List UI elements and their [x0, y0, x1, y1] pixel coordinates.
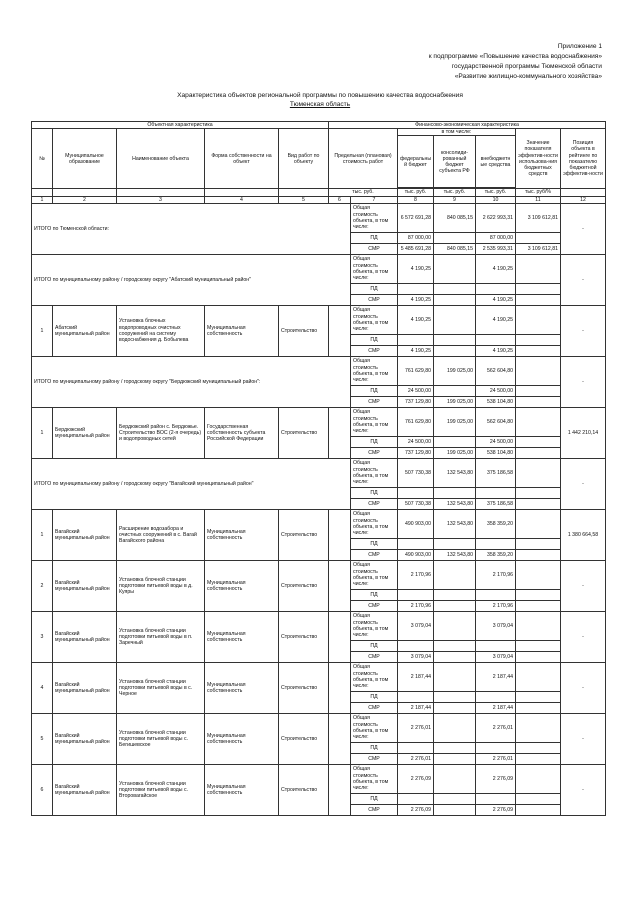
amount-cell: [476, 334, 516, 345]
amount-cell: [516, 254, 561, 283]
cost-label: Общая стоимость объекта, в том числе:: [351, 305, 398, 334]
object-name: Бердюжский район с. Бердюжье. Строительство ВОС (2-я очередь) и водопроводных сетей: [117, 407, 205, 458]
object-name: Установка блочных водопроводных очистных сооружений на систему водоснабжения д. Бобылева: [117, 305, 205, 356]
col-number: 11: [516, 196, 561, 203]
amount-cell: 737 129,80: [398, 447, 434, 458]
amount-cell: [398, 640, 434, 651]
amount-cell: [434, 742, 476, 753]
amount-cell: 358 359,20: [476, 549, 516, 560]
col-number: 5: [279, 196, 329, 203]
smr-label: СМР: [351, 549, 398, 560]
pd-label: ПД: [351, 283, 398, 294]
col-number: 3: [117, 196, 205, 203]
amount-cell: [516, 283, 561, 294]
col-number: 10: [476, 196, 516, 203]
object-number: 3: [32, 611, 53, 662]
header-rank: Позиция объекта в рейтинге по показателю бюджетной эффектив-ности: [561, 129, 606, 189]
header-total-cost: Предельная (плановая) стоимость работ: [329, 129, 398, 189]
smr-label: СМР: [351, 447, 398, 458]
amount-cell: 132 543,80: [434, 549, 476, 560]
object-ownership: Муниципальная собственность: [205, 560, 279, 611]
amount-cell: [434, 560, 476, 589]
amount-cell: [434, 334, 476, 345]
object-work-type: Строительство: [279, 662, 329, 713]
amount-cell: [434, 662, 476, 691]
unit-cell: тыс. руб.: [398, 189, 434, 196]
amount-cell: [516, 742, 561, 753]
amount-cell: 562 604,80: [476, 407, 516, 436]
object-name: Установка блочной станции подготовки питьевой воды с. Второвагайское: [117, 764, 205, 815]
section-total-title: ИТОГО по муниципальному району / городскому округу "Вагайский муниципальный район": [32, 458, 329, 509]
amount-cell: [516, 611, 561, 640]
amount-cell: [516, 702, 561, 713]
amount-cell: 761 629,80: [398, 356, 434, 385]
pd-label: ПД: [351, 640, 398, 651]
amount-cell: 2 276,01: [476, 753, 516, 764]
amount-cell: [434, 764, 476, 793]
pd-label: ПД: [351, 487, 398, 498]
object-work-type: Строительство: [279, 764, 329, 815]
amount-cell: 840 085,15: [434, 243, 476, 254]
amount-cell: [398, 283, 434, 294]
col-number: 6: [329, 196, 351, 203]
amount-cell: [476, 793, 516, 804]
amount-cell: [434, 345, 476, 356]
amount-cell: [398, 793, 434, 804]
col-number: 8: [398, 196, 434, 203]
amount-cell: 24 500,00: [476, 385, 516, 396]
header-object-name: Наименование объекта: [117, 129, 205, 189]
pd-label: ПД: [351, 232, 398, 243]
col-number: 4: [205, 196, 279, 203]
object-ownership: Муниципальная собственность: [205, 509, 279, 560]
object-name: Установка блочной станции подготовки питьевой воды с. Бегишевское: [117, 713, 205, 764]
amount-cell: [434, 611, 476, 640]
amount-cell: 132 543,80: [434, 458, 476, 487]
amount-cell: [434, 305, 476, 334]
amount-cell: 199 025,00: [434, 407, 476, 436]
header-object-char: Объектная характеристика: [32, 122, 329, 129]
amount-cell: [434, 804, 476, 815]
col-number: 1: [32, 196, 53, 203]
amount-cell: [516, 549, 561, 560]
object-name: Установка блочной станции подготовки питьевой воды в д. Куяры: [117, 560, 205, 611]
amount-cell: [516, 294, 561, 305]
header-work-type: Вид работ по объекту: [279, 129, 329, 189]
amount-cell: [434, 753, 476, 764]
appendix-line: к подпрограмме «Повышение качества водоснабжения»: [428, 53, 602, 60]
amount-cell: [434, 793, 476, 804]
amount-cell: 2 276,09: [398, 804, 434, 815]
amount-cell: 132 543,80: [434, 498, 476, 509]
object-indicator: -: [561, 662, 606, 713]
smr-label: СМР: [351, 600, 398, 611]
amount-cell: 2 535 993,31: [476, 243, 516, 254]
col-number: 12: [561, 196, 606, 203]
object-municipality: Вагайский муниципальный район: [53, 611, 117, 662]
amount-cell: 562 604,80: [476, 356, 516, 385]
amount-cell: 507 730,38: [398, 458, 434, 487]
amount-cell: 761 629,80: [398, 407, 434, 436]
amount-cell: [516, 509, 561, 538]
object-number: 4: [32, 662, 53, 713]
amount-cell: [476, 538, 516, 549]
amount-cell: 4 190,25: [398, 345, 434, 356]
object-ownership: Муниципальная собственность: [205, 611, 279, 662]
amount-cell: 490 903,00: [398, 549, 434, 560]
amount-cell: 3 079,04: [476, 611, 516, 640]
amount-cell: 2 170,96: [476, 600, 516, 611]
amount-cell: [516, 764, 561, 793]
amount-cell: 2 170,96: [398, 600, 434, 611]
col-number: 2: [53, 196, 117, 203]
amount-cell: [476, 283, 516, 294]
appendix-line: «Развитие жилищно-коммунального хозяйства»: [454, 73, 602, 80]
header-ownership: Форма собственности на объект: [205, 129, 279, 189]
pd-label: ПД: [351, 385, 398, 396]
amount-cell: 3 079,04: [398, 651, 434, 662]
object-ownership: Муниципальная собственность: [205, 713, 279, 764]
amount-cell: [516, 793, 561, 804]
cost-label: Общая стоимость объекта, в том числе:: [351, 662, 398, 691]
amount-cell: [434, 436, 476, 447]
amount-cell: 2 187,44: [476, 702, 516, 713]
amount-cell: 4 190,25: [398, 305, 434, 334]
object-number: 1: [32, 407, 53, 458]
amount-cell: 737 129,80: [398, 396, 434, 407]
object-work-type: Строительство: [279, 560, 329, 611]
cost-label: Общая стоимость объекта, в том числе:: [351, 509, 398, 538]
amount-cell: [516, 589, 561, 600]
object-municipality: Вагайский муниципальный район: [53, 662, 117, 713]
amount-cell: 3 109 612,81: [516, 203, 561, 232]
amount-cell: [434, 691, 476, 702]
object-ownership: Государственная собственность субъекта Российской Федерации: [205, 407, 279, 458]
section-total-title: ИТОГО по Тюменской области:: [32, 203, 329, 254]
amount-cell: [476, 487, 516, 498]
object-work-type: Строительство: [279, 611, 329, 662]
object-indicator: -: [561, 764, 606, 815]
amount-cell: [516, 487, 561, 498]
amount-cell: 3 079,04: [398, 611, 434, 640]
cost-label: Общая стоимость объекта, в том числе:: [351, 560, 398, 589]
amount-cell: 87 000,00: [476, 232, 516, 243]
object-municipality: Абатский муниципальный район: [53, 305, 117, 356]
amount-cell: [398, 742, 434, 753]
amount-cell: 2 276,09: [476, 764, 516, 793]
amount-cell: 24 500,00: [398, 385, 434, 396]
object-number: 5: [32, 713, 53, 764]
header-extrabudget: внебюджетн ые средства: [476, 136, 516, 188]
amount-cell: [516, 447, 561, 458]
amount-cell: 2 187,44: [398, 662, 434, 691]
unit-cell: тыс. руб.: [434, 189, 476, 196]
amount-cell: [398, 334, 434, 345]
objects-table: Объектная характеристика Финансово-экономическая характеристика № Муниципальное образование Наименование объекта Форма собственности на объект Вид работ по объекту Предельная (плановая) стоимость работ в том числе: Значение показателя эффектив-ности использова-ния бюджетных средств Позиция объекта в рейтинге по показателю бюджетной эффектив-ности федеральны й бюджет консолиди-рованный бюджет субъекта РФ внебюджетн ые средства тыс. руб. тыс. руб. тыс. руб. тыс. руб. тыс. руб/% 1 2 3 4 5 6 7 8 9 10 11 12 ИТОГО по Тюменской области: Общая стоимость объекта, в том числе: 6 572 691,28 840 085,15 2 622 993,31 3 109 612,81 - ПД 87 000,00 87 000,00 СМР 5 485 691,28 840 085,15 2 535 993,31 3 109 612,81 ИТОГО по муниципальному району / городскому округу "Абатский муниципальный район" Общая стоимость объекта, в том числе: 4 190,25 4 190,25 - ПД СМР 4 190,25 4 190,25 1 Абатский муниципальный район Установка блочных водопроводных очистных сооружений на систему водоснабжения д. Бобылева Муниципальная собственность Строительство Общая стоимость объекта, в том числе: 4 190,25 4 190,25 - ПД СМР 4 190,25 4 190,25 ИТОГО по муниципальному району / городскому округу "Бердюжский муниципальный район": Общая стоимость объекта, в том числе: 761 629,80 199 025,00 562 604,80 - ПД 24 500,00 24 500,00 СМР 737 129,80 199 025,00 538 104,80 1 Бердюжский муниципальный район Бердюжский район с. Бердюжье. Строительство ВОС (2-я очередь) и водопроводных сетей Государственная собственность субъекта Российской Федерации Строительство Общая стоимость объекта, в том числе: 761 629,80 199 025,00 562 604,80 1 442 210,14 ПД 24 500,00 24 500,00 СМР 737 129,80 199 025,00 538 104,80 ИТОГО по муниципальному району / городскому округу "Вагайский муниципальный район" Общая стоимость объекта, в том числе: 507 730,38 132 543,80 375 186,58 - ПД СМР 507 730,38 132 543,80 375 186,58 1 Вагайский муниципальный район Расширение водозабора и очистных сооружений в с. Вагай Вагайского района Муниципальная собственность Строительство Общая стоимость объекта, в том числе: 490 903,00 132 543,80 358 359,20 1 380 664,58 ПД СМР 490 903,00 132 543,80 358 359,20 2 Вагайский муниципальный район Установка блочной станции подготовки питьевой воды в д. Куяры Муниципальная собственность Строительство Общая стоимость объекта, в том числе: 2 170,96 2 170,96 - ПД СМР 2 170,96 2 170,96 3 Вагайский муниципальный район Установка блочной станции подготовки питьевой воды в п. Заречный Муниципальная собственность Строительство Общая стоимость объекта, в том числе: 3 079,04 3 079,04 - ПД СМР 3 079,04 3 079,04 4 Вагайский муниципальный район Установка блочной станции подготовки питьевой воды в с. Черное Муниципальная собственность Строительство Общая стоимость объекта, в том числе: 2 187,44 2 187,44 - ПД СМР 2 187,44 2 187,44 5 Вагайский муниципальный район Установка блочной станции подготовки питьевой воды с. Бегишевское Муниципальная собственность Строительство Общая стоимость объекта, в том числе: 2 276,01 2 276,01 - ПД СМР 2 276,01 2 276,01 6 Вагайский муниципальный район Установка блочной станции подготовки питьевой воды с. Второвагайское Муниципальная собственность Строительство Общая стоимость объекта, в том числе: 2 276,09 2 276,09 - ПД СМР 2 276,09 2 276,09: [31, 121, 606, 816]
smr-label: СМР: [351, 243, 398, 254]
object-name: Расширение водозабора и очистных сооружений в с. Вагай Вагайского района: [117, 509, 205, 560]
amount-cell: [434, 254, 476, 283]
cost-label: Общая стоимость объекта, в том числе:: [351, 407, 398, 436]
amount-cell: 87 000,00: [398, 232, 434, 243]
cost-label: Общая стоимость объекта, в том числе:: [351, 254, 398, 283]
amount-cell: [434, 713, 476, 742]
amount-cell: [516, 458, 561, 487]
object-indicator: -: [561, 713, 606, 764]
object-name: Установка блочной станции подготовки питьевой воды в с. Черное: [117, 662, 205, 713]
amount-cell: [398, 487, 434, 498]
unit-cell: тыс. руб/%: [516, 189, 561, 196]
amount-cell: [434, 589, 476, 600]
amount-cell: [476, 640, 516, 651]
amount-cell: [434, 487, 476, 498]
amount-cell: 199 025,00: [434, 447, 476, 458]
object-number: 1: [32, 305, 53, 356]
amount-cell: 2 170,96: [476, 560, 516, 589]
amount-cell: 6 572 691,28: [398, 203, 434, 232]
amount-cell: 2 170,96: [398, 560, 434, 589]
pd-label: ПД: [351, 742, 398, 753]
header-federal: федеральны й бюджет: [398, 136, 434, 188]
amount-cell: 2 187,44: [476, 662, 516, 691]
amount-cell: 840 085,15: [434, 203, 476, 232]
amount-cell: [516, 691, 561, 702]
smr-label: СМР: [351, 396, 398, 407]
smr-label: СМР: [351, 753, 398, 764]
document-title: [0, 91, 640, 109]
amount-cell: 2 622 993,31: [476, 203, 516, 232]
amount-cell: 24 500,00: [398, 436, 434, 447]
section-total-title: ИТОГО по муниципальному району / городскому округу "Абатский муниципальный район": [32, 254, 329, 305]
smr-label: СМР: [351, 498, 398, 509]
col-number: 7: [351, 196, 398, 203]
object-municipality: Вагайский муниципальный район: [53, 713, 117, 764]
amount-cell: [476, 589, 516, 600]
amount-cell: [434, 294, 476, 305]
amount-cell: [434, 385, 476, 396]
appendix-block: [429, 42, 602, 82]
amount-cell: 4 190,25: [476, 345, 516, 356]
amount-cell: [434, 232, 476, 243]
object-ownership: Муниципальная собственность: [205, 305, 279, 356]
amount-cell: 358 359,20: [476, 509, 516, 538]
amount-cell: [476, 691, 516, 702]
amount-cell: 2 276,01: [398, 713, 434, 742]
header-indicator: Значение показателя эффектив-ности использова-ния бюджетных средств: [516, 129, 561, 189]
smr-label: СМР: [351, 345, 398, 356]
amount-cell: [516, 651, 561, 662]
title-region: Тюменская область: [289, 101, 351, 108]
object-indicator: -: [561, 611, 606, 662]
amount-cell: 199 025,00: [434, 356, 476, 385]
object-indicator: -: [561, 560, 606, 611]
object-ownership: Муниципальная собственность: [205, 662, 279, 713]
smr-label: СМР: [351, 702, 398, 713]
object-name: Установка блочной станции подготовки питьевой воды в п. Заречный: [117, 611, 205, 662]
amount-cell: [476, 742, 516, 753]
amount-cell: [398, 538, 434, 549]
object-indicator: 1 442 210,14: [561, 407, 606, 458]
amount-cell: [434, 283, 476, 294]
amount-cell: [516, 560, 561, 589]
amount-cell: [516, 538, 561, 549]
amount-cell: 4 190,25: [398, 254, 434, 283]
amount-cell: 507 730,38: [398, 498, 434, 509]
column-numbers-row: [32, 196, 606, 203]
cost-label: Общая стоимость объекта, в том числе:: [351, 458, 398, 487]
smr-label: СМР: [351, 294, 398, 305]
amount-cell: [516, 345, 561, 356]
object-indicator: 1 380 664,58: [561, 509, 606, 560]
amount-cell: [516, 334, 561, 345]
amount-cell: 4 190,25: [476, 305, 516, 334]
amount-cell: 5 485 691,28: [398, 243, 434, 254]
appendix-line: Приложение 1: [557, 43, 602, 50]
amount-cell: [516, 407, 561, 436]
amount-cell: [434, 702, 476, 713]
amount-cell: [398, 691, 434, 702]
amount-cell: 2 276,01: [398, 753, 434, 764]
amount-cell: 490 903,00: [398, 509, 434, 538]
amount-cell: [516, 436, 561, 447]
amount-cell: [434, 600, 476, 611]
amount-cell: [516, 600, 561, 611]
object-indicator: -: [561, 305, 606, 356]
amount-cell: [516, 396, 561, 407]
pd-label: ПД: [351, 589, 398, 600]
amount-cell: [516, 753, 561, 764]
object-municipality: Вагайский муниципальный район: [53, 560, 117, 611]
object-number: 1: [32, 509, 53, 560]
amount-cell: 375 186,58: [476, 458, 516, 487]
amount-cell: [516, 305, 561, 334]
cost-label: Общая стоимость объекта, в том числе:: [351, 203, 398, 232]
cost-label: Общая стоимость объекта, в том числе:: [351, 611, 398, 640]
object-number: 6: [32, 764, 53, 815]
appendix-line: государственной программы Тюменской области: [451, 63, 602, 70]
amount-cell: 3 109 612,81: [516, 243, 561, 254]
header-finance-char: Финансово-экономическая характеристика: [329, 122, 606, 129]
amount-cell: [516, 804, 561, 815]
amount-cell: 538 104,80: [476, 396, 516, 407]
object-number: 2: [32, 560, 53, 611]
pd-label: ПД: [351, 691, 398, 702]
amount-cell: [516, 385, 561, 396]
amount-cell: 538 104,80: [476, 447, 516, 458]
pd-label: ПД: [351, 436, 398, 447]
unit-cell: тыс. руб.: [476, 189, 516, 196]
amount-cell: 199 025,00: [434, 396, 476, 407]
amount-cell: 375 186,58: [476, 498, 516, 509]
amount-cell: [516, 498, 561, 509]
amount-cell: [516, 232, 561, 243]
amount-cell: 132 543,80: [434, 509, 476, 538]
object-municipality: Бердюжский муниципальный район: [53, 407, 117, 458]
object-work-type: Строительство: [279, 713, 329, 764]
header-incl: в том числе:: [398, 129, 516, 136]
object-work-type: Строительство: [279, 305, 329, 356]
object-municipality: Вагайский муниципальный район: [53, 509, 117, 560]
cost-label: Общая стоимость объекта, в том числе:: [351, 713, 398, 742]
amount-cell: [434, 640, 476, 651]
amount-cell: 24 500,00: [476, 436, 516, 447]
amount-cell: 4 190,25: [476, 294, 516, 305]
amount-cell: 2 276,01: [476, 713, 516, 742]
pd-label: ПД: [351, 793, 398, 804]
pd-label: ПД: [351, 538, 398, 549]
object-work-type: Строительство: [279, 407, 329, 458]
header-consolidated: консолиди-рованный бюджет субъекта РФ: [434, 136, 476, 188]
object-ownership: Муниципальная собственность: [205, 764, 279, 815]
object-municipality: Вагайский муниципальный район: [53, 764, 117, 815]
amount-cell: 2 187,44: [398, 702, 434, 713]
amount-cell: [434, 538, 476, 549]
amount-cell: 2 276,09: [398, 764, 434, 793]
header-num: №: [32, 129, 53, 189]
amount-cell: 4 190,25: [398, 294, 434, 305]
amount-cell: 2 276,09: [476, 804, 516, 815]
smr-label: СМР: [351, 804, 398, 815]
smr-label: СМР: [351, 651, 398, 662]
amount-cell: [398, 589, 434, 600]
amount-cell: [434, 651, 476, 662]
cost-label: Общая стоимость объекта, в том числе:: [351, 764, 398, 793]
title-line: Характеристика объектов региональной программы по повышению качества водоснабжения: [177, 92, 463, 99]
amount-cell: [516, 640, 561, 651]
unit-cell: тыс. руб.: [329, 189, 398, 196]
object-work-type: Строительство: [279, 509, 329, 560]
cost-label: Общая стоимость объекта, в том числе:: [351, 356, 398, 385]
header-municipality: Муниципальное образование: [53, 129, 117, 189]
amount-cell: 3 079,04: [476, 651, 516, 662]
section-total-title: ИТОГО по муниципальному району / городскому округу "Бердюжский муниципальный район":: [32, 356, 329, 407]
pd-label: ПД: [351, 334, 398, 345]
amount-cell: 4 190,25: [476, 254, 516, 283]
amount-cell: [516, 662, 561, 691]
amount-cell: [516, 356, 561, 385]
col-number: 9: [434, 196, 476, 203]
amount-cell: [516, 713, 561, 742]
